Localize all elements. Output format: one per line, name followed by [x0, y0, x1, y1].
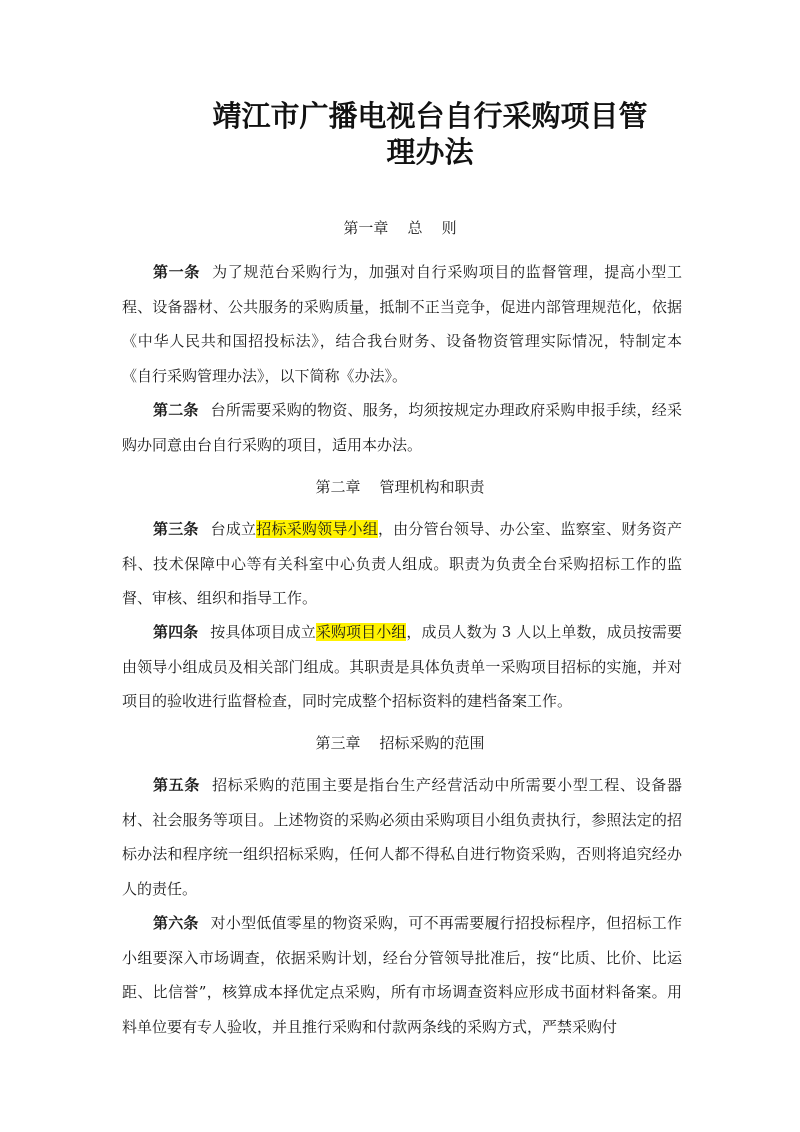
article-text-before: 台成立: [210, 520, 257, 538]
highlighted-term: 招标采购领导小组: [256, 520, 378, 538]
article-number: 第一条: [153, 263, 201, 281]
document-title-line-2: 理办法: [386, 135, 474, 169]
chapter-heading-2: 第二章 管理机构和职责: [315, 478, 485, 496]
article-number: 第五条: [153, 776, 201, 794]
document-title-line-1: 靖江市广播电视台自行采购项目管: [212, 99, 648, 133]
chapter-heading-3: 第三章 招标采购的范围: [315, 734, 485, 752]
article-1: [122, 255, 682, 393]
article-text-before: 按具体项目成立: [210, 623, 316, 641]
article-5: [122, 768, 682, 906]
chapter-heading-1: 第一章 总 则: [343, 219, 457, 237]
article-6: [122, 906, 682, 1044]
article-number: 第三条: [153, 520, 199, 538]
article-text: 对小型低值零星的物资采购，可不再需要履行招投标程序，但招标工作小组要深入市场调查，依据采购计划，经台分管领导批准后，按“比质、比价、比运距、比信誉”，核算成本择优定点采购，所有市场调查资料应形成书面材料备案。用料单位要有专人验收，并且推行采购和付款两条线的采购方式，严禁采购付: [122, 914, 682, 1036]
article-text-after: ，由分管台领导、办公室、监察室、财务资产科、技术保障中心等有关科室中心负责人组成。职责为负责全台采购招标工作的监督、审核、组织和指导工作。: [122, 520, 682, 607]
article-text: 台所需要采购的物资、服务，均须按规定办理政府采购申报手续，经采购办同意由台自行采购的项目，适用本办法。: [122, 401, 682, 454]
article-number: 第六条: [153, 914, 199, 932]
highlighted-term: 采购项目小组: [315, 623, 407, 641]
article-3: [122, 512, 682, 616]
article-text-after: ，成员人数为 3 人以上单数，成员按需要由领导小组成员及相关部门组成。其职责是具体负责单一采购项目招标的实施，并对项目的验收进行监督检查，同时完成整个招标资料的建档备案工作。: [122, 623, 682, 710]
article-4: [122, 615, 682, 719]
article-number: 第二条: [153, 401, 199, 419]
article-number: 第四条: [153, 623, 199, 641]
article-text: 招标采购的范围主要是指台生产经营活动中所需要小型工程、设备器材、社会服务等项目。上述物资的采购必须由采购项目小组负责执行，参照法定的招标办法和程序统一组织招标采购，任何人都不得私自进行物资采购，否则将追究经办人的责任。: [122, 776, 682, 898]
article-text: 为了规范台采购行为，加强对自行采购项目的监督管理，提高小型工程、设备器材、公共服务的采购质量，抵制不正当竞争，促进内部管理规范化，依据《中华人民共和国招投标法》，结合我台财务、设备物资管理实际情况，特制定本《自行采购管理办法》，以下简称《办法》。: [122, 263, 682, 385]
article-2: [122, 393, 682, 462]
